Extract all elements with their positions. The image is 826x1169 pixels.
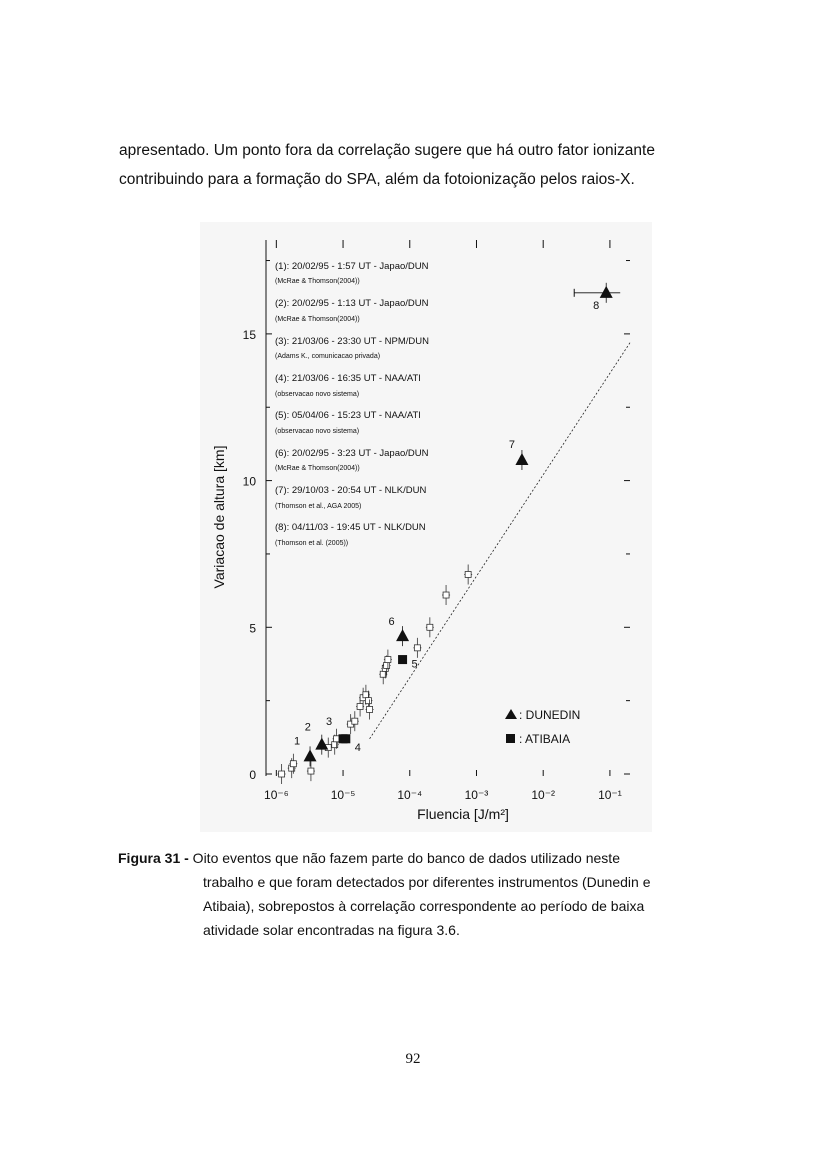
figure — [200, 222, 652, 832]
paragraph-line: apresentado. Um ponto fora da correlação sugere que há outro fator ionizante — [119, 142, 655, 159]
data-point — [279, 771, 285, 777]
data-point — [427, 624, 433, 630]
event-label: (3): 21/03/06 - 23:30 UT - NPM/DUN — [275, 336, 429, 347]
dunedin-legend-marker — [505, 709, 517, 719]
y-tick-label: 15 — [242, 327, 256, 342]
event-label: (4): 21/03/06 - 16:35 UT - NAA/ATI — [275, 373, 421, 384]
data-point — [465, 571, 471, 577]
data-point — [365, 698, 371, 704]
x-tick-label: 10⁻⁴ — [397, 788, 423, 802]
point-label: 2 — [304, 721, 311, 734]
event-label: (6): 20/02/95 - 3:23 UT - Japao/DUN — [275, 448, 429, 459]
caption-line: Oito eventos que não fazem parte do banco de dados utilizado neste — [188, 850, 620, 866]
atibaia-point — [341, 734, 350, 743]
data-point — [352, 718, 358, 724]
data-point — [384, 662, 390, 668]
data-point — [414, 645, 420, 651]
paragraph-line: contribuindo para a formação do SPA, além da fotoionização pelos raios-X. — [119, 171, 635, 188]
atibaia-legend-marker — [506, 734, 515, 743]
data-point — [357, 704, 363, 710]
point-label: 6 — [388, 616, 395, 629]
event-ref: (McRae & Thomson(2004)) — [275, 316, 360, 323]
dunedin-point — [600, 286, 613, 298]
page-number: 92 — [405, 1051, 421, 1067]
event-ref: (observacao novo sistema) — [275, 391, 360, 398]
y-tick-label: 5 — [249, 621, 256, 636]
x-tick-label: 10⁻⁶ — [264, 788, 289, 802]
event-ref: (McRae & Thomson(2004)) — [275, 465, 360, 472]
caption-line: trabalho e que foram detectados por diferentes instrumentos (Dunedin e — [203, 874, 651, 890]
event-ref: (Adams K., comunicacao privada) — [275, 353, 381, 360]
event-label: (2): 20/02/95 - 1:13 UT - Japao/DUN — [275, 298, 429, 309]
data-point — [308, 768, 314, 774]
event-label: (5): 05/04/06 - 15:23 UT - NAA/ATI — [275, 410, 421, 421]
event-ref: (McRae & Thomson(2004)) — [275, 278, 360, 285]
event-label: (8): 04/11/03 - 19:45 UT - NLK/DUN — [275, 522, 426, 533]
data-point — [363, 692, 369, 698]
dunedin-legend-label: : DUNEDIN — [519, 708, 581, 722]
point-label: 1 — [293, 735, 301, 748]
point-label: 5 — [411, 658, 418, 671]
dunedin-point — [304, 749, 317, 761]
figure-caption — [118, 846, 718, 942]
event-label: (7): 29/10/03 - 20:54 UT - NLK/DUN — [275, 485, 427, 496]
point-label: 7 — [508, 439, 515, 452]
event-ref: (Thomson et al., AGA 2005) — [275, 503, 362, 510]
scatter-chart — [200, 222, 652, 832]
y-tick-label: 10 — [242, 474, 256, 489]
event-ref: (Thomson et al. (2005)) — [275, 540, 349, 547]
caption-label: Figura 31 - — [118, 850, 189, 866]
x-tick-label: 10⁻⁵ — [330, 788, 356, 802]
y-tick-label: 0 — [249, 768, 256, 782]
caption-line: atividade solar encontradas na figura 3.6. — [203, 922, 460, 938]
x-axis-label: Fluencia [J/m²] — [417, 806, 509, 822]
point-label: 8 — [593, 299, 600, 312]
point-label: 4 — [354, 741, 361, 754]
dunedin-point — [315, 738, 328, 750]
event-ref: (observacao novo sistema) — [275, 428, 360, 435]
data-point — [385, 657, 391, 663]
x-tick-label: 10⁻³ — [464, 788, 489, 802]
atibaia-legend-label: : ATIBAIA — [519, 732, 571, 746]
y-axis-label: Variacao de altura [km] — [211, 445, 227, 589]
atibaia-point — [398, 655, 407, 664]
x-tick-label: 10⁻¹ — [598, 788, 622, 802]
x-tick-label: 10⁻² — [531, 788, 556, 802]
dunedin-point — [396, 629, 409, 641]
data-point — [290, 761, 296, 767]
fit-line — [370, 343, 630, 739]
caption-line: Atibaia), sobrepostos à correlação correspondente ao período de baixa — [203, 898, 645, 914]
event-label: (1): 20/02/95 - 1:57 UT - Japao/DUN — [275, 261, 429, 272]
point-label: 3 — [325, 715, 333, 728]
body-paragraph — [119, 136, 719, 194]
dunedin-point — [515, 453, 528, 465]
data-point — [443, 592, 449, 598]
data-point — [367, 706, 373, 712]
